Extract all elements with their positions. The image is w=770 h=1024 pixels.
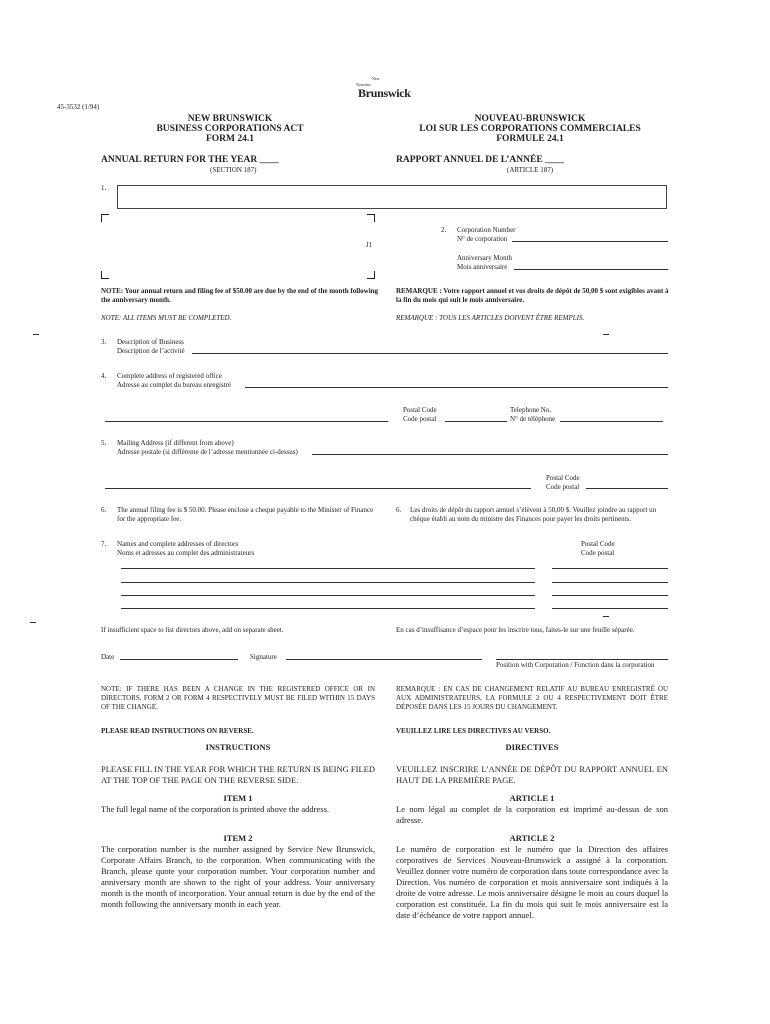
anniversary-month-field[interactable]: [514, 269, 668, 270]
directors-en: Names and complete addresses of directors: [117, 540, 239, 548]
annual-return-fr: RAPPORT ANNUEL DE L’ANNÉE ____: [396, 155, 565, 165]
item-6-number-fr: 6.: [396, 506, 402, 514]
address-corner-bl: [101, 271, 109, 279]
postal-code-fr-2: Code postal: [546, 483, 580, 491]
insufficient-space-fr: En cas d’insuffisance d’espace pour les inscrire tous, faites-le sur une feuille séparée.: [396, 626, 635, 634]
item-1-heading-en: ITEM 1: [223, 793, 253, 803]
title-en: [120, 114, 340, 144]
logo-brunswick: Brunswick: [358, 86, 411, 100]
mailing-address-en: Mailing Address (if different from above): [117, 439, 234, 447]
position-label: Position with Corporation / Fonction dans la corporation: [496, 661, 655, 669]
read-instructions-fr: VEUILLEZ LIRE LES DIRECTIVES AU VERSO.: [396, 727, 551, 735]
title-en-3: FORM 24.1: [205, 134, 255, 144]
title-fr: [400, 114, 660, 144]
address-corner-tr: [367, 214, 375, 222]
mailing-address-field[interactable]: [312, 454, 668, 455]
title-fr-1: NOUVEAU-BRUNSWICK: [474, 114, 586, 124]
date-field[interactable]: [120, 659, 238, 660]
postal-code-en-1: Postal Code: [403, 406, 437, 414]
mailing-address-field-2[interactable]: [105, 488, 531, 489]
corporation-number-fr: N° de corporation: [457, 235, 508, 243]
signature-label: Signature: [250, 653, 277, 661]
annual-return-en: ANNUAL RETURN FOR THE YEAR ____: [101, 155, 279, 165]
instructions-heading: INSTRUCTIONS: [205, 742, 271, 752]
mailing-address-fr: Adresse postale (si différente de l’adresse mentionnée ci-dessus): [117, 448, 298, 456]
note-change-en: NOTE: IF THERE HAS BEEN A CHANGE IN THE REGISTERED OFFICE OR IN DIRECTORS, FORM 2 OR FORM 4 RESPECTIVELY MUST BE FILED WITHIN 15 DAYS OF THE CHANGE.: [101, 685, 375, 711]
fill-in-year-en: PLEASE FILL IN THE YEAR FOR WHICH THE RETURN IS BEING FILED AT THE TOP OF THE PAGE ON THE REVERSE SIDE.: [101, 764, 375, 785]
margin-mark-left-2: [30, 622, 36, 623]
postal-code-field-1[interactable]: [445, 421, 507, 422]
postal-code-en-2: Postal Code: [546, 474, 580, 482]
directives-heading: DIRECTIVES: [505, 742, 559, 752]
description-business-fr: Description de l’activité: [117, 347, 185, 355]
date-label: Date: [101, 653, 115, 661]
title-en-1: NEW BRUNSWICK: [187, 114, 273, 124]
title-fr-2: LOI SUR LES CORPORATIONS COMMERCIALES: [419, 124, 641, 134]
fill-in-year-fr: VEUILLEZ INSCRIRE L’ANNÉE DE DÉPÔT DU RAPPORT ANNUEL EN HAUT DE LA PREMIÈRE PAGE.: [396, 764, 668, 785]
director-line-2[interactable]: [121, 582, 535, 583]
section-en: (SECTION 187): [210, 166, 257, 174]
margin-mark-right-2: [603, 616, 609, 617]
director-postal-4[interactable]: [552, 608, 668, 609]
postal-code-field-2[interactable]: [586, 488, 668, 489]
telephone-fr: N° de téléphone: [510, 415, 556, 423]
j1-code: J1: [366, 241, 373, 249]
director-postal-2[interactable]: [552, 582, 668, 583]
anniversary-month-en: Anniversary Month: [457, 254, 513, 262]
item-1-text-en: The full legal name of the corporation is printed above the address.: [101, 804, 330, 814]
item-5-number: 5.: [101, 439, 107, 447]
registered-office-field-2[interactable]: [105, 421, 388, 422]
directors-fr: Noms et adresses au complet des administrateurs: [117, 549, 255, 557]
corporation-name-box[interactable]: [117, 185, 667, 209]
nb-logo: [356, 76, 416, 100]
postal-code-fr-3: Code postal: [581, 549, 615, 557]
read-instructions-en: PLEASE READ INSTRUCTIONS ON REVERSE.: [101, 727, 254, 735]
item-3-number: 3.: [101, 338, 107, 346]
note-fee-en: NOTE: Your annual return and filing fee of $50.00 are due by the end of the month following the anniversary month.: [101, 287, 379, 304]
description-business-en: Description of Business: [117, 338, 184, 346]
insufficient-space-en: If insufficient space to list directors above, add on separate sheet.: [101, 626, 284, 634]
registered-office-field[interactable]: [245, 387, 668, 388]
registered-office-en: Complete address of registered office: [117, 372, 222, 380]
anniversary-month-fr: Mois anniversaire: [457, 263, 508, 271]
item-1-number: 1.: [101, 184, 107, 192]
filing-fee-fr: Les droits de dépôt du rapport annuel s’élèvent à 50,00 $. Veuillez joindre au rapport un chèque établi au nom du ministre des Finances pour payer les droits pertinents.: [410, 506, 657, 523]
item-2-text-en: The corporation number is the number assigned by Service New Brunswick, Corporate Affairs Branch, to the corporation. When communicating with the Branch, please quote your corporation number. Your corporation number and anniversary month are shown to the right of your address. Your anniversary month is the month of incorporation. Your annual return is due by the end of the month following the anniversary month in each year.: [101, 844, 375, 909]
director-postal-1[interactable]: [552, 568, 668, 569]
item-4-number: 4.: [101, 372, 107, 380]
margin-mark-right: [603, 334, 609, 335]
description-business-field[interactable]: [192, 353, 668, 354]
item-6-number-en: 6.: [101, 506, 107, 514]
signature-field[interactable]: [286, 659, 482, 660]
telephone-field[interactable]: [560, 421, 663, 422]
registered-office-fr: Adresse au complet du bureau enregistré: [117, 381, 232, 389]
corporation-number-field[interactable]: [512, 241, 668, 242]
position-field[interactable]: [496, 659, 668, 660]
logo-nouveau: Nouveau: [356, 82, 371, 87]
item-2-heading-en: ITEM 2: [223, 833, 253, 843]
postal-code-fr-1: Code postal: [403, 415, 437, 423]
section-fr: (ARTICLE 187): [507, 166, 554, 174]
director-postal-3[interactable]: [552, 595, 668, 596]
corporation-number-en: Corporation Number: [457, 226, 516, 234]
logo-small-text: New: [372, 76, 380, 81]
note-fee-fr: REMARQUE : Votre rapport annuel et vos droits de dépôt de 50,00 $ sont exigibles avant à la fin du mois qui suit le mois anniversaire.: [396, 287, 669, 304]
item-2-number: 2.: [441, 226, 447, 234]
item-1-heading-fr: ARTICLE 1: [509, 793, 555, 803]
title-en-2: BUSINESS CORPORATIONS ACT: [156, 124, 304, 134]
postal-code-en-3: Postal Code: [581, 540, 615, 548]
item-1-text-fr: Le nom légal au complet de la corporation est imprimé au-dessus de son adresse.: [396, 804, 668, 825]
address-corner-tl: [101, 214, 109, 222]
margin-mark-left: [33, 334, 39, 335]
note-all-items-en: NOTE: ALL ITEMS MUST BE COMPLETED.: [101, 314, 232, 322]
telephone-en: Telephone No.: [510, 406, 552, 414]
title-fr-3: FORMULE 24.1: [496, 134, 564, 144]
address-corner-br: [367, 271, 375, 279]
item-7-number: 7.: [101, 540, 107, 548]
form-code: 45-3532 (1/94): [57, 103, 100, 111]
item-2-heading-fr: ARTICLE 2: [509, 833, 555, 843]
director-line-4[interactable]: [121, 608, 535, 609]
note-change-fr: REMARQUE : EN CAS DE CHANGEMENT RELATIF AU BUREAU ENREGISTRÉ OU AUX ADMINISTRATEURS, LA FORMULE 2 OU 4 RESPECTIVEMENT DOIT ÊTRE DÉPOSÉE DANS LES 15 JOURS DU CHANGEMENT.: [396, 685, 668, 711]
item-2-text-fr: Le numéro de corporation est le numéro que la Direction des affaires corporatives de Services Nouveau-Brunswick a assigné à la corporation. Veuillez donner votre numéro de corporation dans toute correspondance avec la Direction. Vos numéro de corporation et mois anniversaire sont indiqués à la droite de votre adresse. Le mois anniversaire désigne le mois au cours duquel la corporation est constituée. La fin du mois qui suit le mois anniversaire est la date d’échéance de votre rapport annuel.: [396, 844, 668, 920]
filing-fee-en: The annual filing fee is $ 50.00. Please enclose a cheque payable to the Minister of Finance for the appropriate fee.: [117, 506, 374, 523]
director-line-3[interactable]: [121, 595, 535, 596]
director-line-1[interactable]: [121, 568, 535, 569]
note-all-items-fr: REMARQUE : TOUS LES ARTICLES DOIVENT ÊTRE REMPLIS.: [396, 314, 585, 322]
